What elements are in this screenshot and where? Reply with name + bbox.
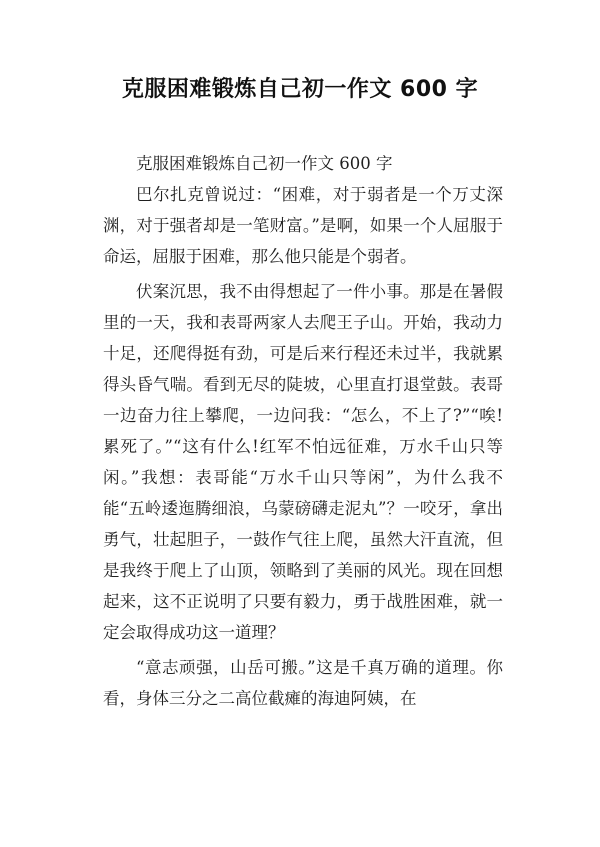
paragraph-1: 巴尔扎克曾说过：“困难，对于弱者是一个万丈深渊，对于强者却是一笔财富。”是啊，如果一个人屈服于命运，屈服于困难，那么他只能是个弱者。 (103, 185, 503, 266)
paragraph-3: “意志顽强，山岳可搬。”这是千真万确的道理。你看，身体三分之二高位截瘫的海迪阿姨，在 (103, 658, 503, 708)
document-title: 克服困难锻炼自己初一作文 600 字 (121, 77, 479, 102)
document-body (103, 148, 503, 714)
paragraph-2: 伏案沉思，我不由得想起了一件小事。那是在暑假里的一天，我和表哥两家人去爬王子山。开始，我动力十足，还爬得挺有劲，可是后来行程还未过半，我就累得头昏气喘。看到无尽的陡坡，心里直打退堂鼓。表哥一边奋力往上攀爬，一边问我：“怎么，不上了?”“唉!累死了。”“这有什么!红军不怕远征难，万水千山只等闲。”我想：表哥能“万水千山只等闲”，为什么我不能“五岭逶迤腾细浪，乌蒙磅礴走泥丸”？一咬牙，拿出勇气，壮起胆子，一鼓作气往上爬，虽然大汗直流，但是我终于爬上了山顶，领略到了美丽的风光。现在回想起来，这不正说明了只要有毅力，勇于战胜困难，就一定会取得成功这一道理？ (103, 282, 503, 642)
paragraph-subtitle: 克服困难锻炼自己初一作文 600 字 (136, 154, 393, 173)
